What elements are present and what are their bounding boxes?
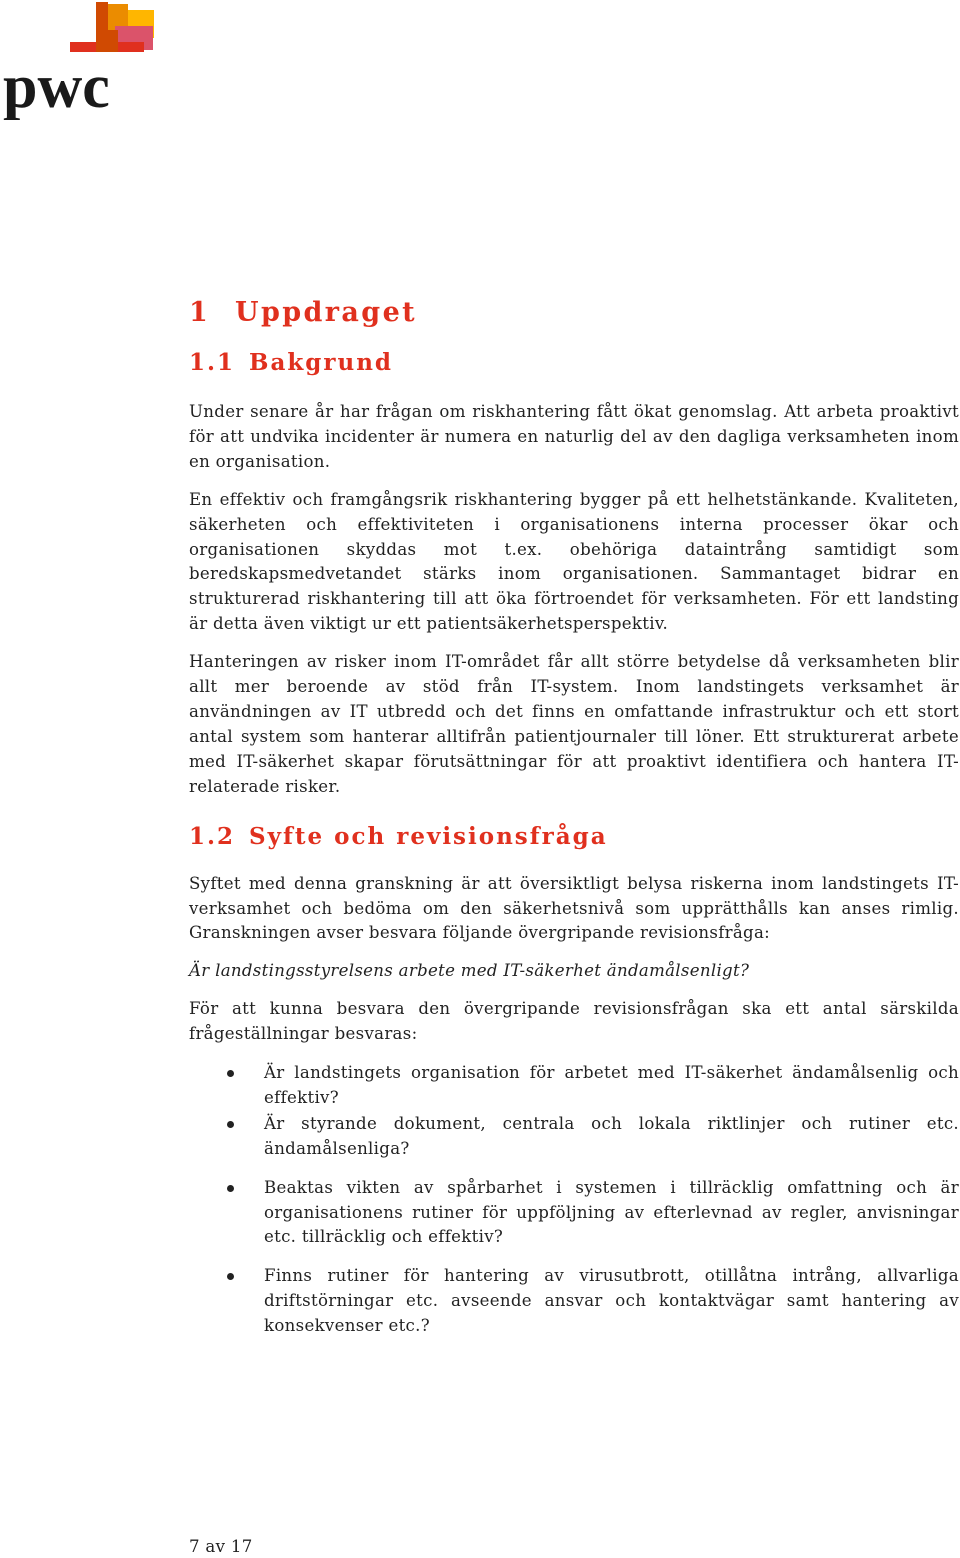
- list-item: Beaktas vikten av spårbarhet i systemen i tillräcklig omfattning och är organisationens rutiner för uppföljning av efterlevnad av regler, anvisningar etc. tillräcklig och effektiv?: [189, 1176, 959, 1251]
- chapter-heading: [189, 293, 959, 333]
- bullet-icon: [227, 1185, 234, 1192]
- question-list: [189, 1061, 959, 1339]
- page-number: 7 av 17: [189, 1537, 253, 1556]
- section-number: 1.2: [189, 822, 236, 850]
- main-question: Är landstingsstyrelsens arbete med IT-säkerhet ändamålsenligt?: [189, 961, 750, 981]
- section-heading-1-2: [189, 819, 959, 855]
- paragraph: Syftet med denna granskning är att översiktligt belysa riskerna inom landstingets IT-verksamhet och bedöma om den säkerhetsnivå som upprätthålls kan anses rimlig. Granskningen avser besvara följande övergripande revisionsfråga:: [189, 873, 959, 943]
- bullet-icon: [227, 1070, 234, 1077]
- chapter-title: Uppdraget: [235, 297, 418, 328]
- pwc-logo: [0, 0, 160, 120]
- paragraph: Under senare år har frågan om riskhantering fått ökat genomslag. Att arbeta proaktivt för att undvika incidenter är numera en naturlig del av den dagliga verksamheten inom en organisation.: [189, 402, 959, 471]
- section-title: Bakgrund: [249, 349, 394, 376]
- svg-text:pwc: pwc: [3, 53, 110, 120]
- paragraph: För att kunna besvara den övergripande revisionsfrågan ska ett antal särskilda frågeställningar besvaras:: [189, 999, 959, 1044]
- list-item: Är styrande dokument, centrala och lokala riktlinjer och rutiner etc. ändamålsenliga?: [189, 1112, 959, 1162]
- section-number: 1.1: [189, 349, 236, 376]
- list-item: Finns rutiner för hantering av virusutbrott, otillåtna intrång, allvarliga driftstörningar etc. avseende ansvar och kontaktvägar samt hantering av konsekvenser etc.?: [189, 1264, 959, 1339]
- list-item: Är landstingets organisation för arbetet med IT-säkerhet ändamålsenlig och effektiv?: [189, 1061, 959, 1111]
- paragraph: Hanteringen av risker inom IT-området får allt större betydelse då verksamheten blir allt mer beroende av stöd från IT-system. Inom landstingets verksamhet är användningen av IT utbredd och det finns en omfattande infrastruktur och ett stort antal system som hanterar alltifrån patientjournaler till löner. Ett strukturerat arbete med IT-säkerhet skapar förutsättningar för att proaktivt identifiera och hantera IT-relaterade risker.: [189, 652, 959, 796]
- document-body: [189, 293, 959, 1339]
- chapter-number: 1: [189, 297, 211, 328]
- bullet-icon: [227, 1273, 234, 1280]
- paragraph: En effektiv och framgångsrik riskhantering bygger på ett helhetstänkande. Kvaliteten, säkerheten och effektiviteten i organisationens interna processer ökar och organisationen skyddas mot t.ex. obehöriga dataintrång samtidigt som beredskapsmedvetandet stärks inom organisationen. Sammantaget bidrar en strukturerad riskhantering till att öka förtroendet för verksamheten. För ett landsting är detta även viktigt ur ett patientsäkerhetsperspektiv.: [189, 489, 959, 634]
- section-heading-1-1: [189, 345, 959, 381]
- section-title: Syfte och revisionsfråga: [249, 822, 608, 850]
- bullet-icon: [227, 1121, 234, 1128]
